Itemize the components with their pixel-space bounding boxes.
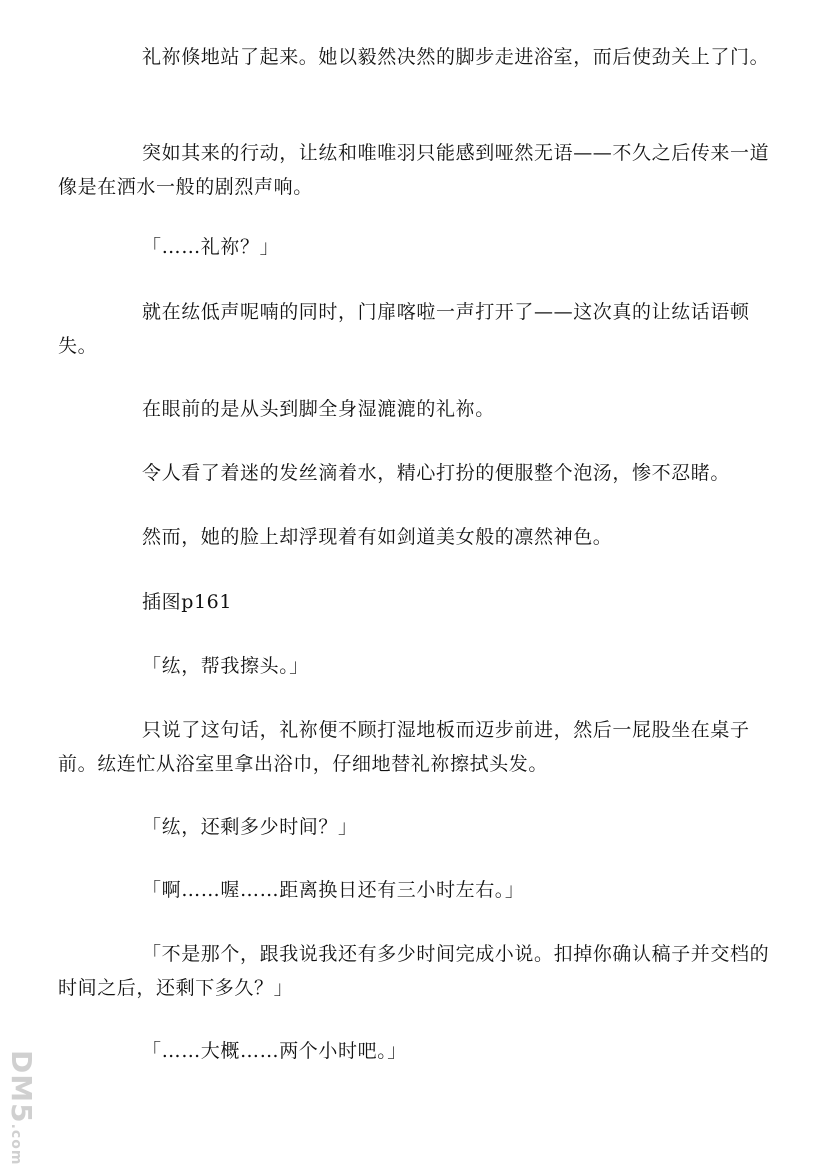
- paragraph-5: 在眼前的是从头到脚全身湿漉漉的礼祢。: [142, 398, 495, 420]
- paragraph-7: 然而，她的脸上却浮现着有如剑道美女般的凛然神色。: [142, 526, 613, 548]
- paragraph-1: 礼祢倏地站了起来。她以毅然决然的脚步走进浴室，而后使劲关上了门。: [142, 46, 770, 68]
- site-watermark: [5, 1050, 42, 1166]
- paragraph-8: 插图p161: [142, 591, 233, 613]
- paragraph-9: 「纮，帮我擦头。」: [142, 655, 309, 677]
- paragraph-14: 「……大概……两个小时吧。」: [142, 1040, 407, 1062]
- watermark-logo: [5, 1050, 38, 1165]
- paragraph-4: 就在纮低声呢喃的同时，门扉喀啦一声打开了——这次真的让纮话语顿失。: [58, 301, 750, 357]
- paragraph-13: 「不是那个，跟我说我还有多少时间完成小说。扣掉你确认稿子并交档的时间之后，还剩下多久？」: [58, 943, 770, 999]
- paragraph-11: 「纮，还剩多少时间？」: [142, 816, 358, 838]
- watermark-main: DM5: [5, 1050, 38, 1124]
- paragraph-3: 「……礼祢？」: [142, 236, 280, 258]
- paragraph-12: 「啊……喔……距离换日还有三小时左右。」: [142, 879, 525, 901]
- paragraph-2: 突如其来的行动，让纮和唯唯羽只能感到哑然无语——不久之后传来一道像是在洒水一般的剧烈声响。: [58, 142, 770, 198]
- paragraph-10: 只说了这句话，礼祢便不顾打湿地板而迈步前进，然后一屁股坐在桌子前。纮连忙从浴室里拿出浴巾，仔细地替礼祢擦拭头发。: [58, 719, 750, 775]
- paragraph-6: 令人看了着迷的发丝滴着水，精心打扮的便服整个泡汤，惨不忍睹。: [142, 462, 731, 484]
- watermark-sub: .com: [8, 1123, 24, 1166]
